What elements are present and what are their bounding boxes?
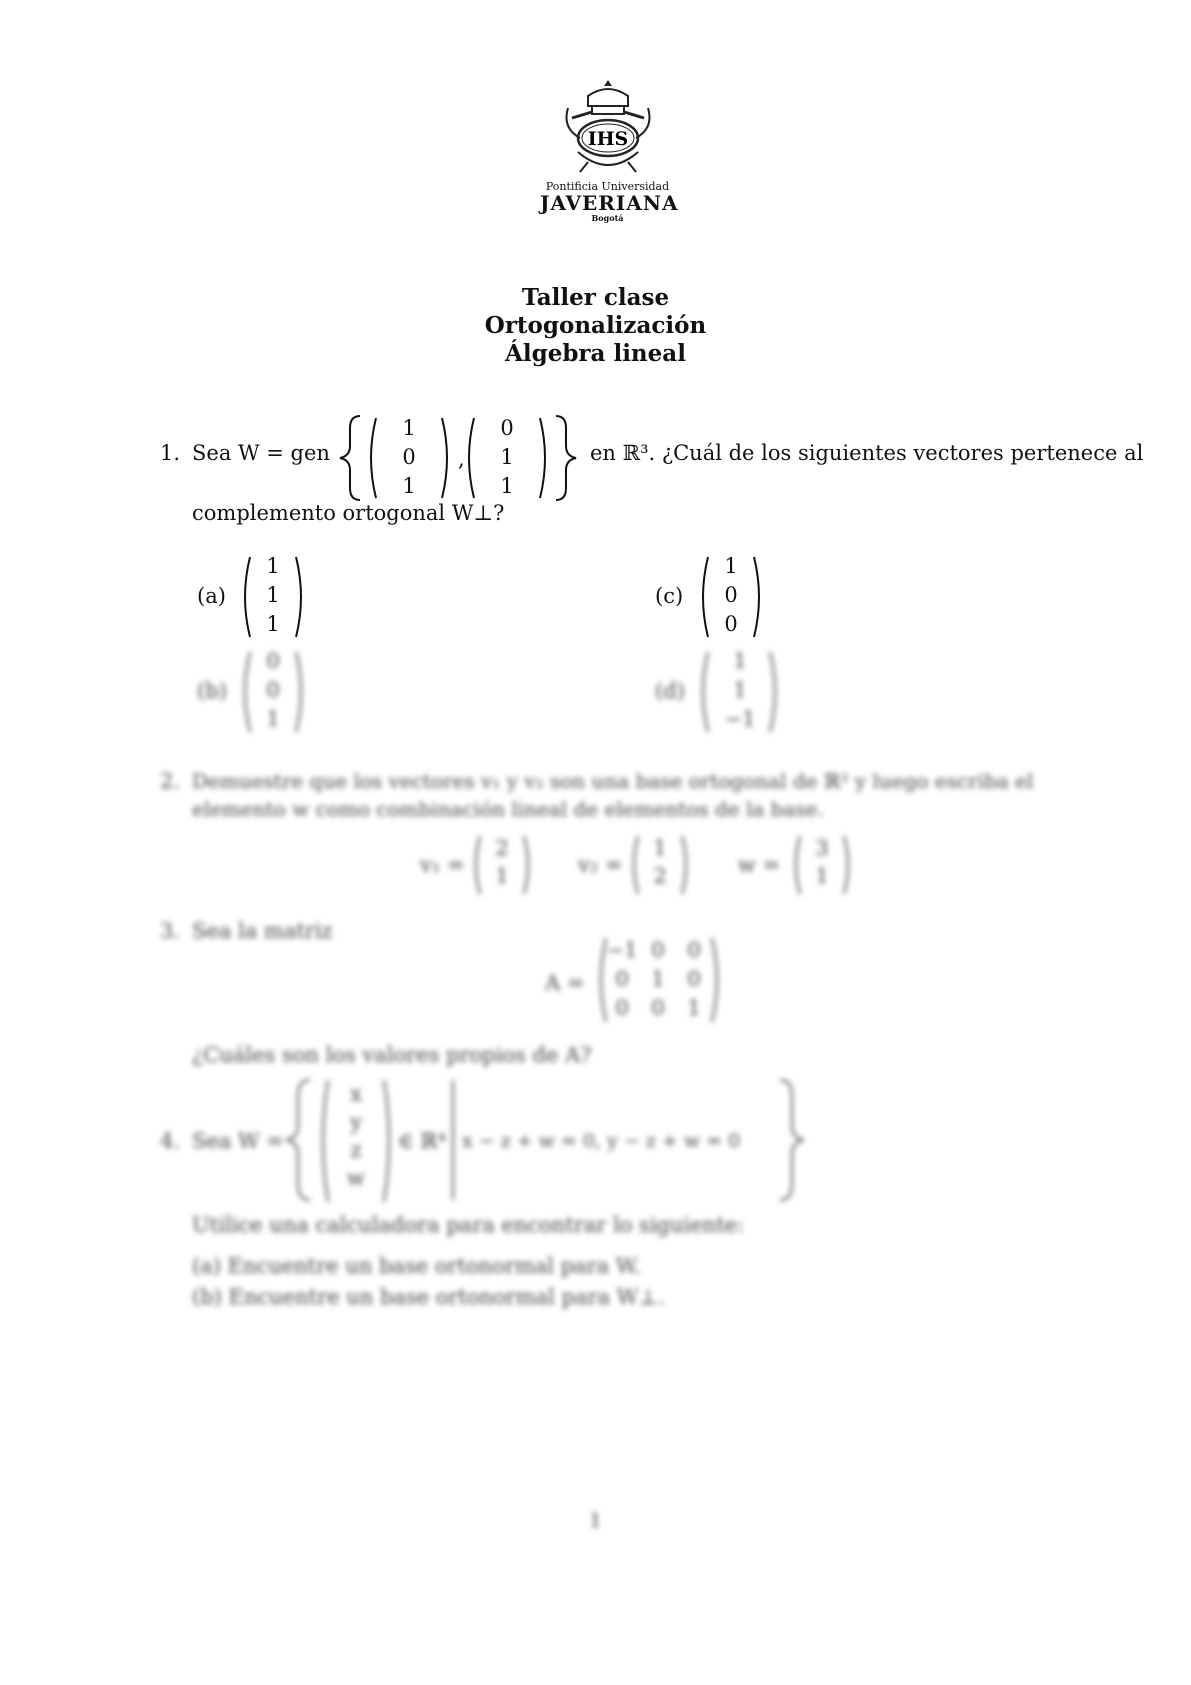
q2-w-label: w = xyxy=(738,853,781,877)
title-line-1: Taller clase xyxy=(521,284,670,311)
q3-a22: 1 xyxy=(651,967,665,991)
q1-v2-e1: 0 xyxy=(500,416,514,440)
q4-v-e2: y xyxy=(350,1110,362,1134)
university-logo xyxy=(540,78,679,248)
q2-v1-e1: 2 xyxy=(495,836,509,860)
q1-option-d-e2: 1 xyxy=(733,678,747,702)
q3-a23: 0 xyxy=(687,967,701,991)
q2-v1-e2: 1 xyxy=(495,864,509,888)
q4-condition: x − z + w = 0, y − z + w = 0 xyxy=(462,1130,741,1152)
q1-number: 1. xyxy=(160,441,181,465)
q3-a31: 0 xyxy=(615,996,629,1020)
q1-v2-e2: 1 xyxy=(500,445,514,469)
q3-a12: 0 xyxy=(651,938,665,962)
q2-v2-e1: 1 xyxy=(653,836,667,860)
q2-line-1: Demuestre que los vectores v₁ y v₂ son una base ortogonal de ℝ² y luego escriba el xyxy=(192,769,1034,793)
q4-left-brace xyxy=(280,1076,316,1206)
q1-option-a-e3: 1 xyxy=(266,612,280,636)
q1-option-c-e1: 1 xyxy=(724,554,738,578)
q4-part-b: (b) Encuentre un base ortonormal para W⊥. xyxy=(192,1285,665,1309)
q4-lead: Sea W = xyxy=(192,1129,284,1153)
q2-w-e2: 1 xyxy=(815,864,829,888)
q1-v1-e2: 0 xyxy=(402,445,416,469)
q4-middle: ∈ ℝ⁴ xyxy=(398,1129,447,1153)
left-brace xyxy=(336,412,366,504)
q3-a13: 0 xyxy=(687,938,701,962)
q3-number: 3. xyxy=(160,919,181,943)
q4-right-brace xyxy=(774,1076,810,1206)
q4-part-a: (a) Encuentre un base ortonormal para W. xyxy=(192,1254,641,1278)
logo-line-1: Pontificia Universidad xyxy=(545,180,670,193)
q1-comma: , xyxy=(458,447,465,471)
q2-number: 2. xyxy=(160,769,181,793)
crest-icon xyxy=(558,78,658,178)
q1-tail: en ℝ³. ¿Cuál de los siguientes vectores pertenece al xyxy=(590,441,1144,465)
title-line-2: Ortogonalización xyxy=(484,312,707,339)
q1-lead: Sea W = gen xyxy=(192,441,330,465)
q3-matrix-label: A = xyxy=(545,971,585,995)
q1-v1-e3: 1 xyxy=(402,474,416,498)
q1-option-a-e1: 1 xyxy=(266,554,280,578)
q3-a32: 0 xyxy=(651,996,665,1020)
q1-option-a-label: (a) xyxy=(197,584,226,608)
q1-option-b-e2: 0 xyxy=(266,678,280,702)
q4-separator xyxy=(452,1080,454,1200)
q3-question: ¿Cuáles son los valores propios de A? xyxy=(192,1043,592,1067)
q1-option-a-e2: 1 xyxy=(266,583,280,607)
q1-line-2: complemento ortogonal W⊥? xyxy=(192,501,505,525)
q1-option-c-e3: 0 xyxy=(724,612,738,636)
q3-line-1: Sea la matriz xyxy=(192,919,333,943)
q2-v2-e2: 2 xyxy=(653,864,667,888)
page-number: 1 xyxy=(589,1508,602,1532)
logo-line-3: Bogotá xyxy=(591,213,624,223)
q1-option-c-e2: 0 xyxy=(724,583,738,607)
q2-v1-label: v₁ = xyxy=(420,853,465,877)
right-brace xyxy=(550,412,580,504)
q1-v2-e3: 1 xyxy=(500,474,514,498)
title-line-3: Álgebra lineal xyxy=(505,340,686,367)
q1-option-d-e3: −1 xyxy=(724,707,756,731)
q4-line-2: Utilice una calculadora para encontrar lo siguiente: xyxy=(192,1213,745,1237)
q2-w-e1: 3 xyxy=(815,836,829,860)
svg-text:IHS: IHS xyxy=(587,128,628,150)
q2-v2-label: v₂ = xyxy=(578,853,623,877)
q2-line-2: elemento w como combinación lineal de elementos de la base. xyxy=(192,797,824,821)
q1-option-b-e1: 0 xyxy=(266,649,280,673)
q1-option-b-label: (b) xyxy=(197,679,227,703)
q4-v-e3: z xyxy=(350,1138,362,1162)
q1-option-d-label: (d) xyxy=(655,679,685,703)
q1-option-c-label: (c) xyxy=(655,584,684,608)
q3-a33: 1 xyxy=(687,996,701,1020)
q4-v-e4: w xyxy=(347,1166,365,1190)
q3-a11: −1 xyxy=(606,938,638,962)
q4-v-e1: x xyxy=(350,1082,362,1106)
logo-line-2: JAVERIANA xyxy=(540,191,679,215)
q1-v1-e1: 1 xyxy=(402,416,416,440)
q1-option-b-e3: 1 xyxy=(266,707,280,731)
q4-number: 4. xyxy=(160,1129,181,1153)
q3-a21: 0 xyxy=(615,967,629,991)
q1-option-d-e1: 1 xyxy=(733,649,747,673)
